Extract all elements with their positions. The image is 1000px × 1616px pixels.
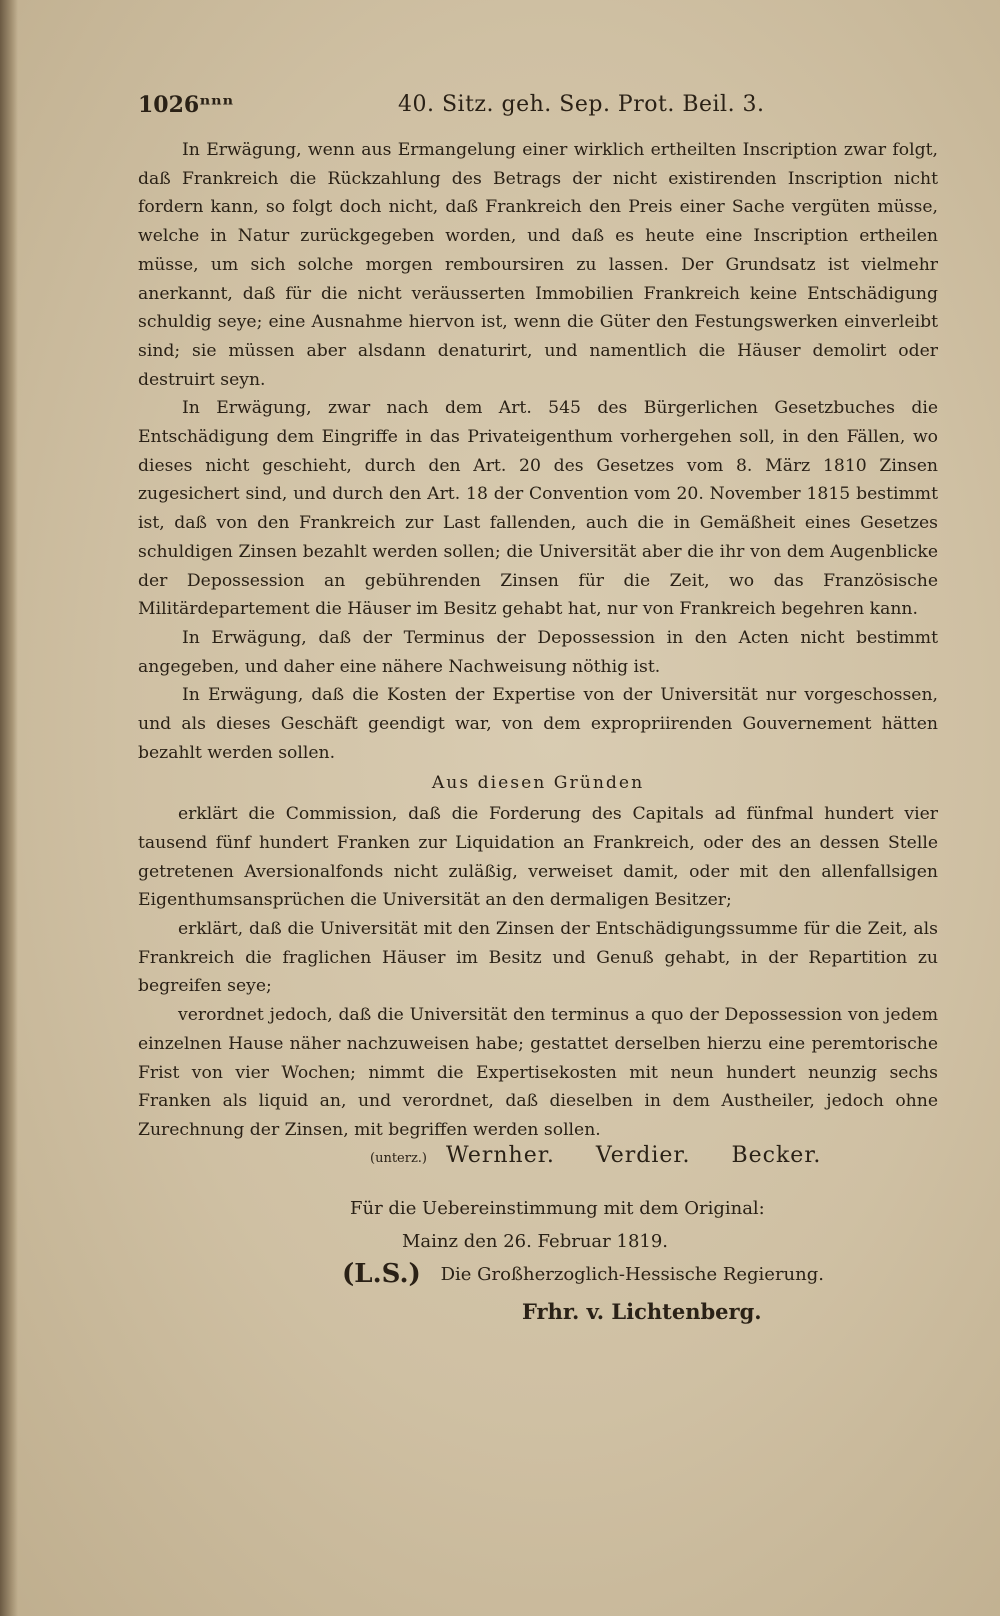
signature-name: Becker. bbox=[731, 1143, 822, 1168]
section-heading: Aus diesen Gründen bbox=[431, 773, 645, 794]
paragraph-consideration-3: In Erwägung, daß der Terminus der Depossession in den Acten nicht bestimmt angegeben, und daher eine nähere Nachweisung nöthig ist. bbox=[138, 627, 938, 677]
clause-declares-2: erklärt, daß die Universität mit den Zinsen der Entschädigungssumme für die Zeit, als Frankreich die fraglichen Häuser im Besitz und Genuß gehabt, in der Repartition zu begreifen seye; bbox=[138, 918, 938, 997]
signature-prefix: (unterz.) bbox=[370, 1151, 428, 1166]
signature-name: Wernher. bbox=[446, 1143, 555, 1168]
seal-mark: (L.S.) bbox=[342, 1259, 421, 1289]
page-number: 1026ⁿⁿⁿ bbox=[138, 92, 234, 118]
certification-authority-line bbox=[342, 1258, 850, 1291]
book-spine-shadow bbox=[0, 0, 18, 1616]
document-body bbox=[138, 136, 938, 1145]
clause-orders: verordnet jedoch, daß die Universität den terminus a quo der Depossession von jedem einzelnen Hause näher nachzuweisen habe; gestattet derselben hierzu eine peremtorische Frist von vier Wochen; nimmt die Expertisekosten mit neun hundert neunzig sechs Franken als liquid an, und verordnet, daß dieselben in dem Austheiler, jedoch ohne Zurechnung der Zinsen, mit begriffen werden sollen. bbox=[138, 1005, 938, 1140]
running-title: 40. Sitz. geh. Sep. Prot. Beil. 3. bbox=[398, 92, 765, 117]
certification-block bbox=[342, 1192, 850, 1328]
certification-date: Mainz den 26. Februar 1819. bbox=[402, 1231, 669, 1252]
certification-authority: Die Großherzoglich-Hessische Regierung. bbox=[440, 1264, 824, 1285]
signature-name: Verdier. bbox=[595, 1143, 691, 1168]
paragraph-consideration-1: In Erwägung, wenn aus Ermangelung einer wirklich ertheilten Inscription zwar folgt, daß Frankreich die Rückzahlung des Betrags der nicht existirenden Inscription nicht fordern kann, so folgt doch nicht, daß Frankreich den Preis einer Sache vergüten müsse, welche in Natur zurückgegeben worden, und daß es heute eine Inscription ertheilen müsse, um sich solche morgen remboursiren zu lassen. Der Grundsatz ist vielmehr anerkannt, daß für die nicht veräusserten Immobilien Frankreich keine Entschädigung schuldig seye; eine Ausnahme hiervon ist, wenn die Güter den Festungswerken einverleibt sind; sie müssen aber alsdann denaturirt, und namentlich die Häuser demolirt oder destruirt seyn. bbox=[138, 140, 938, 390]
certification-signer: Frhr. v. Lichtenberg. bbox=[522, 1299, 762, 1324]
paragraph-consideration-4: In Erwägung, daß die Kosten der Expertise von der Universität nur vorgeschossen, und als dieses Geschäft geendigt war, von dem expropriirenden Gouvernement hätten bezahlt werden sollen. bbox=[138, 685, 938, 763]
page-header bbox=[138, 92, 908, 128]
paragraph-consideration-2: In Erwägung, zwar nach dem Art. 545 des Bürgerlichen Gesetzbuches die Entschädigung dem Eingriffe in das Privateigenthum vorhergehen soll, in den Fällen, wo dieses nicht geschieht, durch den Art. 20 des Gesetzes vom 8. März 1810 Zinsen zugesichert sind, und durch den Art. 18 der Convention vom 20. November 1815 bestimmt ist, daß von den Frankreich zur Last fallenden, auch die in Gemäßheit eines Gesetzes schuldigen Zinsen bezahlt werden sollen; die Universität aber die ihr von dem Augenblicke der Depossession an gebührenden Zinsen für die Zeit, wo das Französische Militärdepartement die Häuser im Besitz gehabt hat, nur von Frankreich begehren kann. bbox=[138, 398, 938, 620]
clause-declares-1: erklärt die Commission, daß die Forderung des Capitals ad fünfmal hundert vier tausend fünf hundert Franken zur Liquidation an Frankreich, oder des an dessen Stelle getretenen Aversionalfonds nicht zuläßig, verweiset damit, oder mit den allenfallsigen Eigenthumsansprüchen die Universität an den dermaligen Besitzer; bbox=[138, 804, 938, 911]
signature-line bbox=[370, 1143, 870, 1168]
certification-statement: Für die Uebereinstimmung mit dem Original: bbox=[350, 1198, 765, 1219]
